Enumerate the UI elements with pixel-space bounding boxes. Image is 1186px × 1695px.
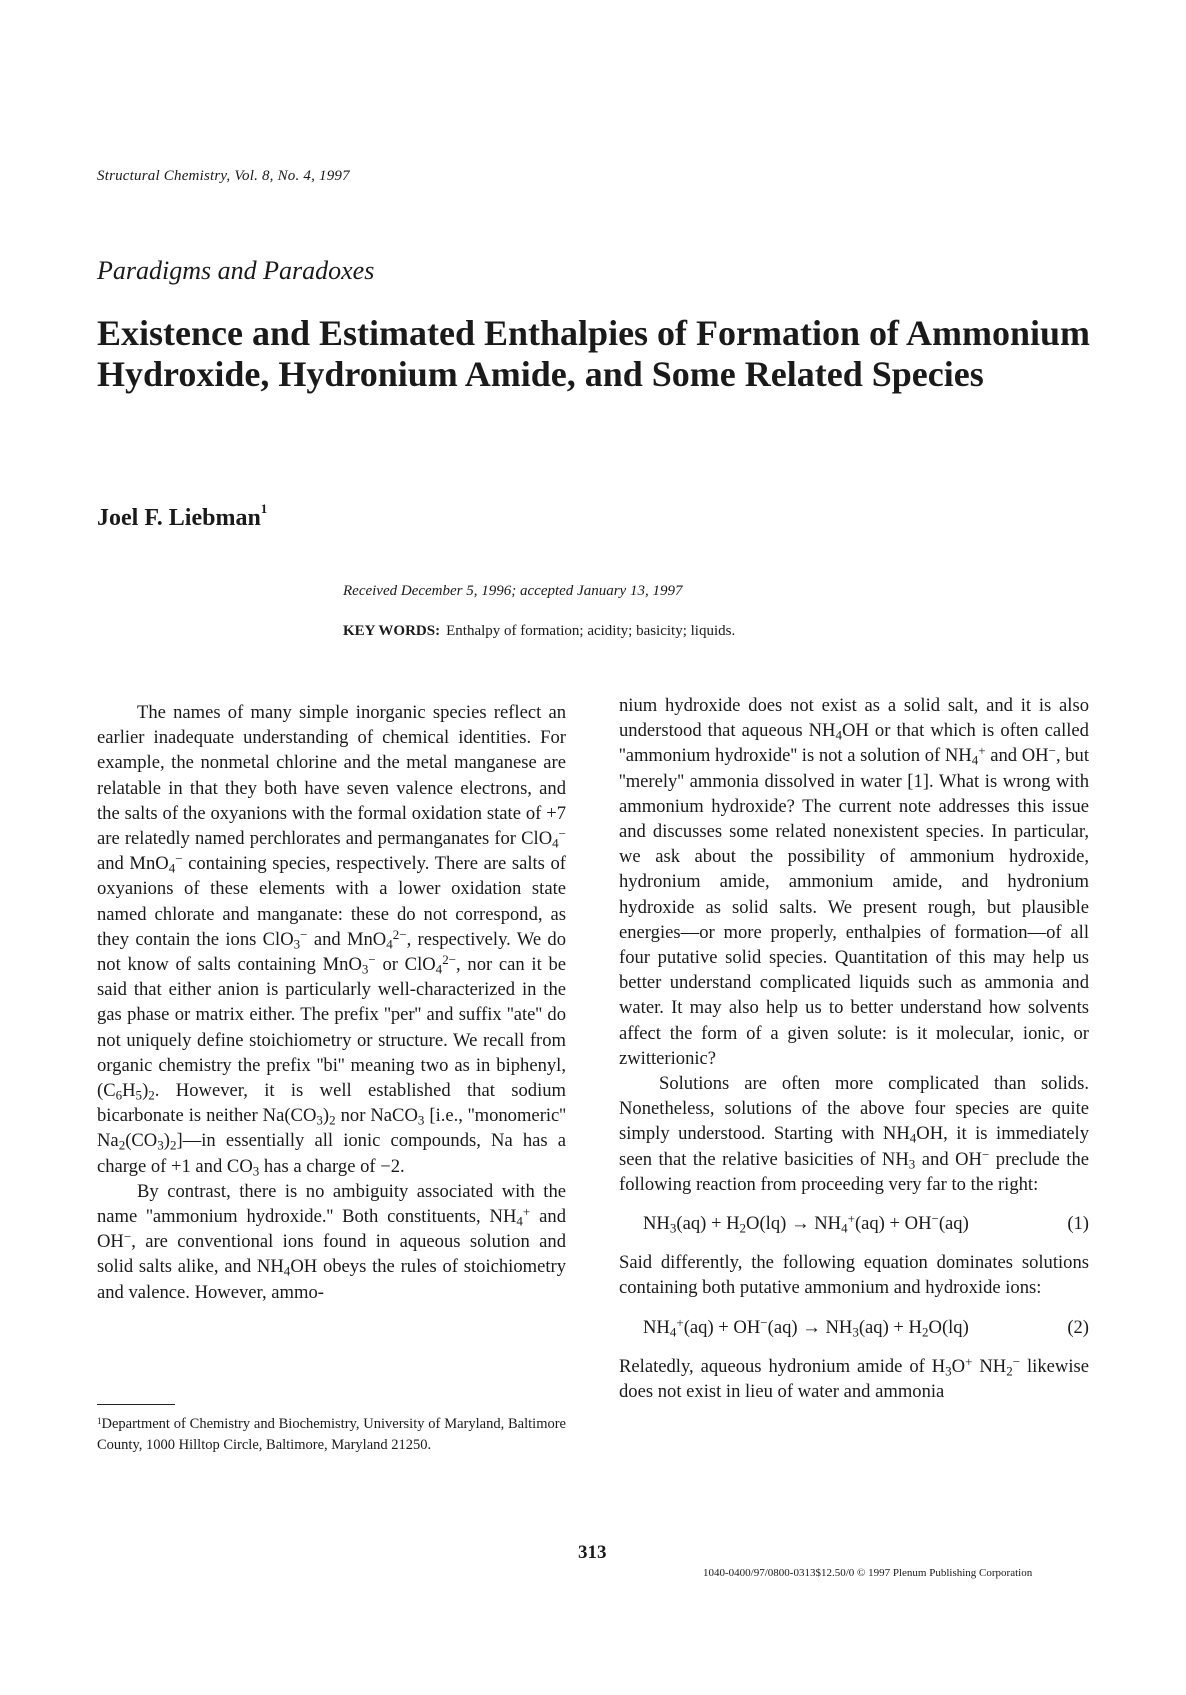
paragraph: By contrast, there is no ambiguity associated with the name ''ammonium hydroxide.'' Both constituents, $NH_4^+$ and OH−, are conventional ions found in aqueous solution and solid salts alike, and $NH_4OH$ obeys the rules of stoichiometry and valence. However, ammo- [97, 1180, 567, 1303]
section-heading: Paradigms and Paradoxes [97, 256, 375, 285]
equation-body: $NH_4^+(aq) + OH^-(aq) \to NH_3(aq) + H_2O(lq)$ [643, 1314, 969, 1339]
paragraph: Solutions are often more complicated than solids. Nonetheless, solutions of the above four species are quite simply understood. Starting with $NH_4OH$, it is immediately seen that the relative basicities of $NH_3$ and OH− preclude the following reaction from proceeding very far to the right: [619, 1073, 1090, 1195]
equation-2 [619, 1315, 1089, 1340]
equation-body: $NH_3(aq) + H_2O(lq) \to NH_4^+(aq) + OH^-(aq)$ [643, 1211, 969, 1236]
equation-1 [619, 1211, 1089, 1236]
copyright-line: 1040-0400/97/0800-0313$12.50/0 © 1997 Plenum Publishing Corporation [703, 1567, 1033, 1579]
journal-citation: Structural Chemistry, Vol. 8, No. 4, 1997 [97, 168, 350, 184]
author-name: Joel F. Liebman [97, 505, 261, 531]
left-column [97, 700, 566, 1305]
page-number: 313 [578, 1542, 607, 1563]
paragraph: Said differently, the following equation dominates solutions containing both putative ammonium and hydroxide ions: [619, 1252, 1089, 1299]
received-dates: Received December 5, 1996; accepted January 13, 1997 [343, 583, 683, 599]
equation-number: (2) [1067, 1316, 1089, 1338]
article-title: Existence and Estimated Enthalpies of Formation of Ammonium Hydroxide, Hydronium Amide, and Some Related Species [97, 313, 1091, 394]
footnote [97, 1414, 566, 1455]
keywords-text: Enthalpy of formation; acidity; basicity; liquids. [446, 623, 736, 639]
author-footnote-mark: 1 [260, 501, 268, 516]
footnote-rule [97, 1404, 175, 1405]
footnote-mark: 1 [97, 1415, 102, 1426]
paragraph: nium hydroxide does not exist as a solid salt, and it is also understood that aqueous $NH_4OH$ or that which is often called ''ammonium hydroxide'' is not a solution of $NH_4^+$ and OH−, but ''merely'' ammonia dissolved in water [1]. What is wrong with ammonium hydroxide? The current note addresses this issue and discusses some related nonexistent species. In particular, we ask about the possibility of ammonium hydroxide, hydronium amide, ammonium amide, and hydronium hydroxide as solid salts. We present rough, but plausible energies—or more properly, enthalpies of formation—of all four putative solid species. Quantitation of this may help us better understand complicated liquids such as ammonia and water. It may also help us to better understand how solvents affect the form of a given solute: is it molecular, ionic, or zwitterionic? [619, 695, 1090, 1069]
footnote-text: Department of Chemistry and Biochemistry, University of Maryland, Baltimore County, 1000 Hilltop Circle, Baltimore, Maryland 21250. [97, 1416, 566, 1453]
author-line [97, 501, 268, 532]
keywords-line [343, 623, 735, 640]
paragraph: The names of many simple inorganic species reflect an earlier inadequate understanding of chemical identities. For example, the nonmetal chlorine and the metal manganese are relatable in that they both have seven valence electrons, and the salts of the oxyanions with the formal oxidation state of +7 are relatedly named perchlorates and permanganates for ClO$_4$− and MnO$_4$− containing species, respectively. There are salts of oxyanions of these elements with a lower oxidation state named chlorate and manganate: these do not correspond, as they contain the ions ClO$_3$− and MnO$_4^{2-}$, respectively. We do not know of salts containing MnO$_3$− or ClO$_4^{2-}$, nor can it be said that either anion is particularly well-characterized in the gas phase or matrix either. The prefix ''per'' and suffix ''ate'' do not uniquely define stoichiometry or structure. We recall from organic chemistry the prefix ''bi'' meaning two as in biphenyl, $(C_6H_5)_2$. However, it is well established that sodium bicarbonate is neither $Na(CO_3)_2$ nor NaCO$_3$ [i.e., ''monomeric'' $Na_2(CO_3)_2]—in$ essentially all ionic compounds, Na has a charge of +1 and $CO_3$ has a charge of −2. [97, 702, 567, 1178]
paragraph: Relatedly, aqueous hydronium amide of $H_3O^+$ $NH_2^-$ likewise does not exist in lieu of water and ammonia [619, 1354, 1089, 1403]
keywords-label: KEY WORDS: [343, 623, 441, 639]
equation-number: (1) [1067, 1213, 1089, 1235]
right-column [619, 693, 1089, 1404]
